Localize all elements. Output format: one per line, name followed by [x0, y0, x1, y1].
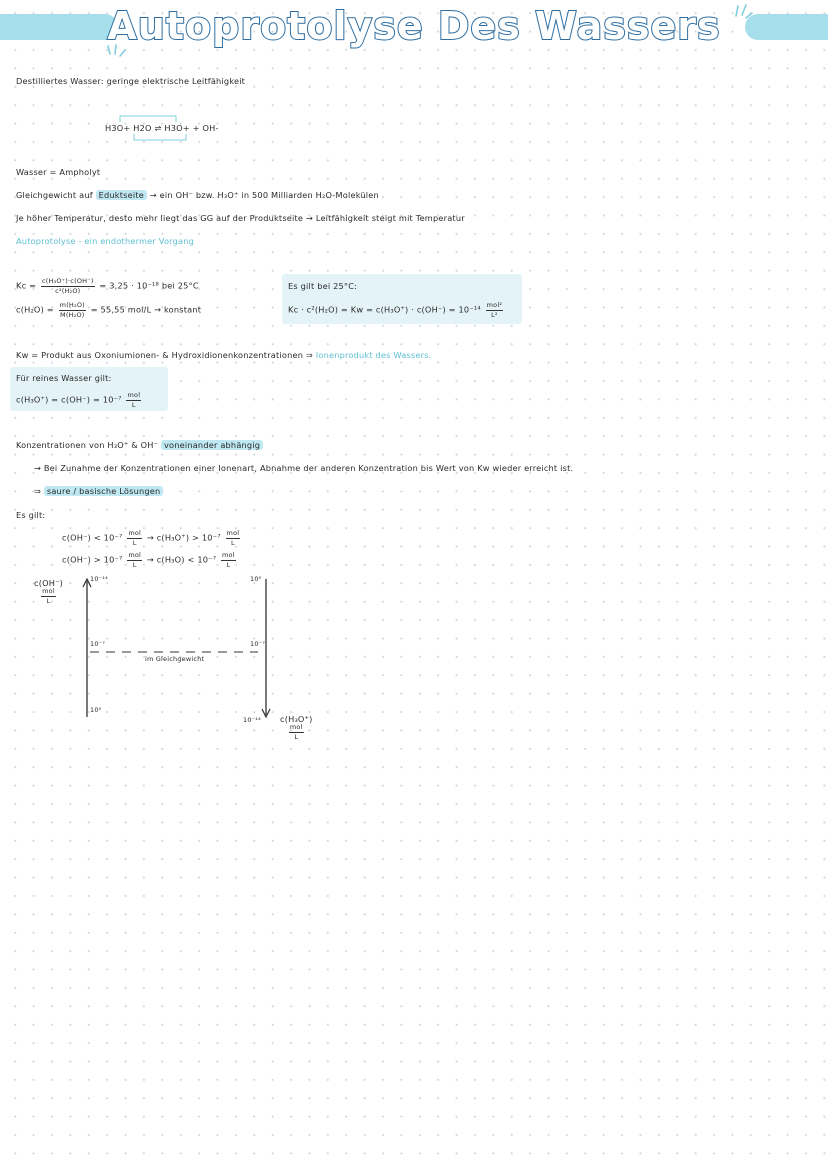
- right-mid-tick: 10⁻⁷: [250, 640, 266, 648]
- relation-1: [62, 530, 242, 546]
- unit-mol: mol: [226, 529, 240, 537]
- kw-unit-num: mol²: [486, 301, 503, 309]
- pure-water-eq-text: c(H₃O⁺) = c(OH⁻) = 10⁻⁷: [16, 394, 122, 405]
- concentration-diagram: [80, 575, 280, 725]
- right-top-tick: 10⁰: [250, 575, 262, 583]
- intro-line: Destilliertes Wasser: geringe elektrische Leitfähigkeit: [16, 76, 246, 86]
- solutions-line: [34, 486, 163, 496]
- kc-value: = 3,25 · 10⁻¹⁸ bei 25°C: [99, 280, 199, 291]
- concentration-text: Konzentrationen von H₃O⁺ & OH⁻: [16, 440, 159, 450]
- kc-denominator: c²(H₂O): [55, 286, 81, 295]
- ampholyt-line: Wasser = Ampholyt: [16, 167, 101, 177]
- proton-transfer-bracket: [116, 114, 192, 142]
- ch2o-formula: [16, 302, 201, 318]
- kw-definition-text: Kw = Produkt aus Oxoniumionen- & Hydroxidionenkonzentrationen ⇒: [16, 350, 313, 360]
- concentration-arrow-line: → Bei Zunahme der Konzentrationen einer Ionenart, Abnahme der anderen Konzentration bis Wert von Kw wieder erreicht ist.: [34, 463, 574, 473]
- implies-arrow: ⇒: [34, 486, 42, 496]
- kw-box-equation: [288, 302, 505, 318]
- right-bottom-tick: 10⁻¹⁴: [243, 716, 261, 724]
- kw-box-heading: Es gilt bei 25°C:: [288, 281, 358, 291]
- page-title: Autoprotolyse Des Wassers: [107, 4, 721, 48]
- relation-1-unit-a: [127, 530, 142, 546]
- right-axis-label: [280, 714, 313, 740]
- pure-water-unit-den: L: [131, 400, 136, 409]
- left-bottom-tick: 10⁰: [90, 706, 102, 714]
- ch2o-fraction: [59, 302, 86, 318]
- es-gilt-label: Es gilt:: [16, 510, 46, 520]
- relation-2-unit-a: [127, 552, 142, 568]
- equilibrium-label: im Gleichgewicht: [145, 655, 205, 663]
- ionenprodukt-text: Ionenprodukt des Wassers.: [315, 350, 432, 360]
- right-axis-unit: [289, 724, 304, 740]
- left-top-tick: 10⁻¹⁴: [90, 575, 108, 583]
- relation-1-unit-b: [226, 530, 241, 546]
- kw-unit-den: L²: [491, 310, 498, 319]
- relation-2-unit-b: [221, 552, 236, 568]
- unit-mol: mol: [42, 587, 55, 595]
- concentration-line: [16, 440, 263, 450]
- ch2o-numerator: m(H₂O): [59, 301, 85, 309]
- equation-autoprotolysis: H3O+ H2O ⇌ H3O+ + OH-: [105, 123, 219, 133]
- left-axis-label-text: c(OH⁻): [34, 578, 64, 588]
- equilibrium-detail: → ein OH⁻ bzw. H₃O⁺ in 500 Milliarden H₂O-Molekülen: [149, 190, 379, 200]
- ch2o-lhs: c(H₂O) =: [16, 304, 54, 315]
- pure-water-unit-num: mol: [127, 391, 141, 399]
- temperature-line: Je höher Temperatur, desto mehr liegt das GG auf der Produktseite → Leitfähigkeit steigt mit Temperatur: [16, 213, 465, 223]
- unit-l: L: [294, 732, 299, 741]
- unit-l: L: [230, 538, 235, 547]
- pure-water-unit: [126, 392, 141, 408]
- unit-mol: mol: [289, 723, 303, 731]
- sparkle-left-icon: [106, 42, 128, 60]
- relation-2-right: → c(H₃O) < 10⁻⁷: [146, 554, 217, 565]
- ch2o-denominator: M(H₂O): [60, 310, 85, 319]
- unit-l: L: [46, 596, 51, 605]
- equilibrium-text: Gleichgewicht auf: [16, 190, 93, 200]
- equilibrium-line: [16, 190, 379, 200]
- sparkle-right-icon: [732, 2, 754, 20]
- right-axis-label-text: c(H₃O⁺): [280, 714, 313, 724]
- endothermic-line: Autoprotolyse - ein endothermer Vorgang: [16, 236, 194, 246]
- kc-lhs: Kc =: [16, 280, 37, 291]
- pure-water-heading: Für reines Wasser gilt:: [16, 373, 112, 383]
- kc-numerator: c(H₃O⁺)·c(OH⁻): [41, 277, 94, 285]
- kc-formula: [16, 278, 199, 294]
- unit-mol: mol: [128, 529, 142, 537]
- left-axis-unit: [41, 588, 56, 604]
- left-mid-tick: 10⁻⁷: [90, 640, 106, 648]
- relation-1-right: → c(H₃O⁺) > 10⁻⁷: [146, 532, 221, 543]
- kw-unit: [486, 302, 504, 318]
- unit-mol: mol: [128, 551, 142, 559]
- kw-box-equation-text: Kc · c²(H₂O) = Kw = c(H₃O⁺) · c(OH⁻) = 10⁻¹⁴: [288, 304, 481, 315]
- ch2o-value: = 55,55 mol/L → konstant: [90, 304, 202, 315]
- relation-1-left: c(OH⁻) < 10⁻⁷: [62, 532, 123, 543]
- unit-l: L: [226, 560, 231, 569]
- left-axis-label: [34, 578, 63, 604]
- unit-l: L: [132, 560, 137, 569]
- solutions-highlight: saure / basische Lösungen: [44, 486, 164, 496]
- unit-l: L: [132, 538, 137, 547]
- unit-mol: mol: [222, 551, 235, 559]
- eduktseite-highlight: Eduktseite: [96, 190, 147, 200]
- kc-fraction: [41, 278, 95, 294]
- relation-2: [62, 552, 238, 568]
- pure-water-equation: [16, 392, 143, 408]
- relation-2-left: c(OH⁻) > 10⁻⁷: [62, 554, 123, 565]
- dependent-highlight: voneinander abhängig: [161, 440, 263, 450]
- kw-definition: [16, 350, 431, 360]
